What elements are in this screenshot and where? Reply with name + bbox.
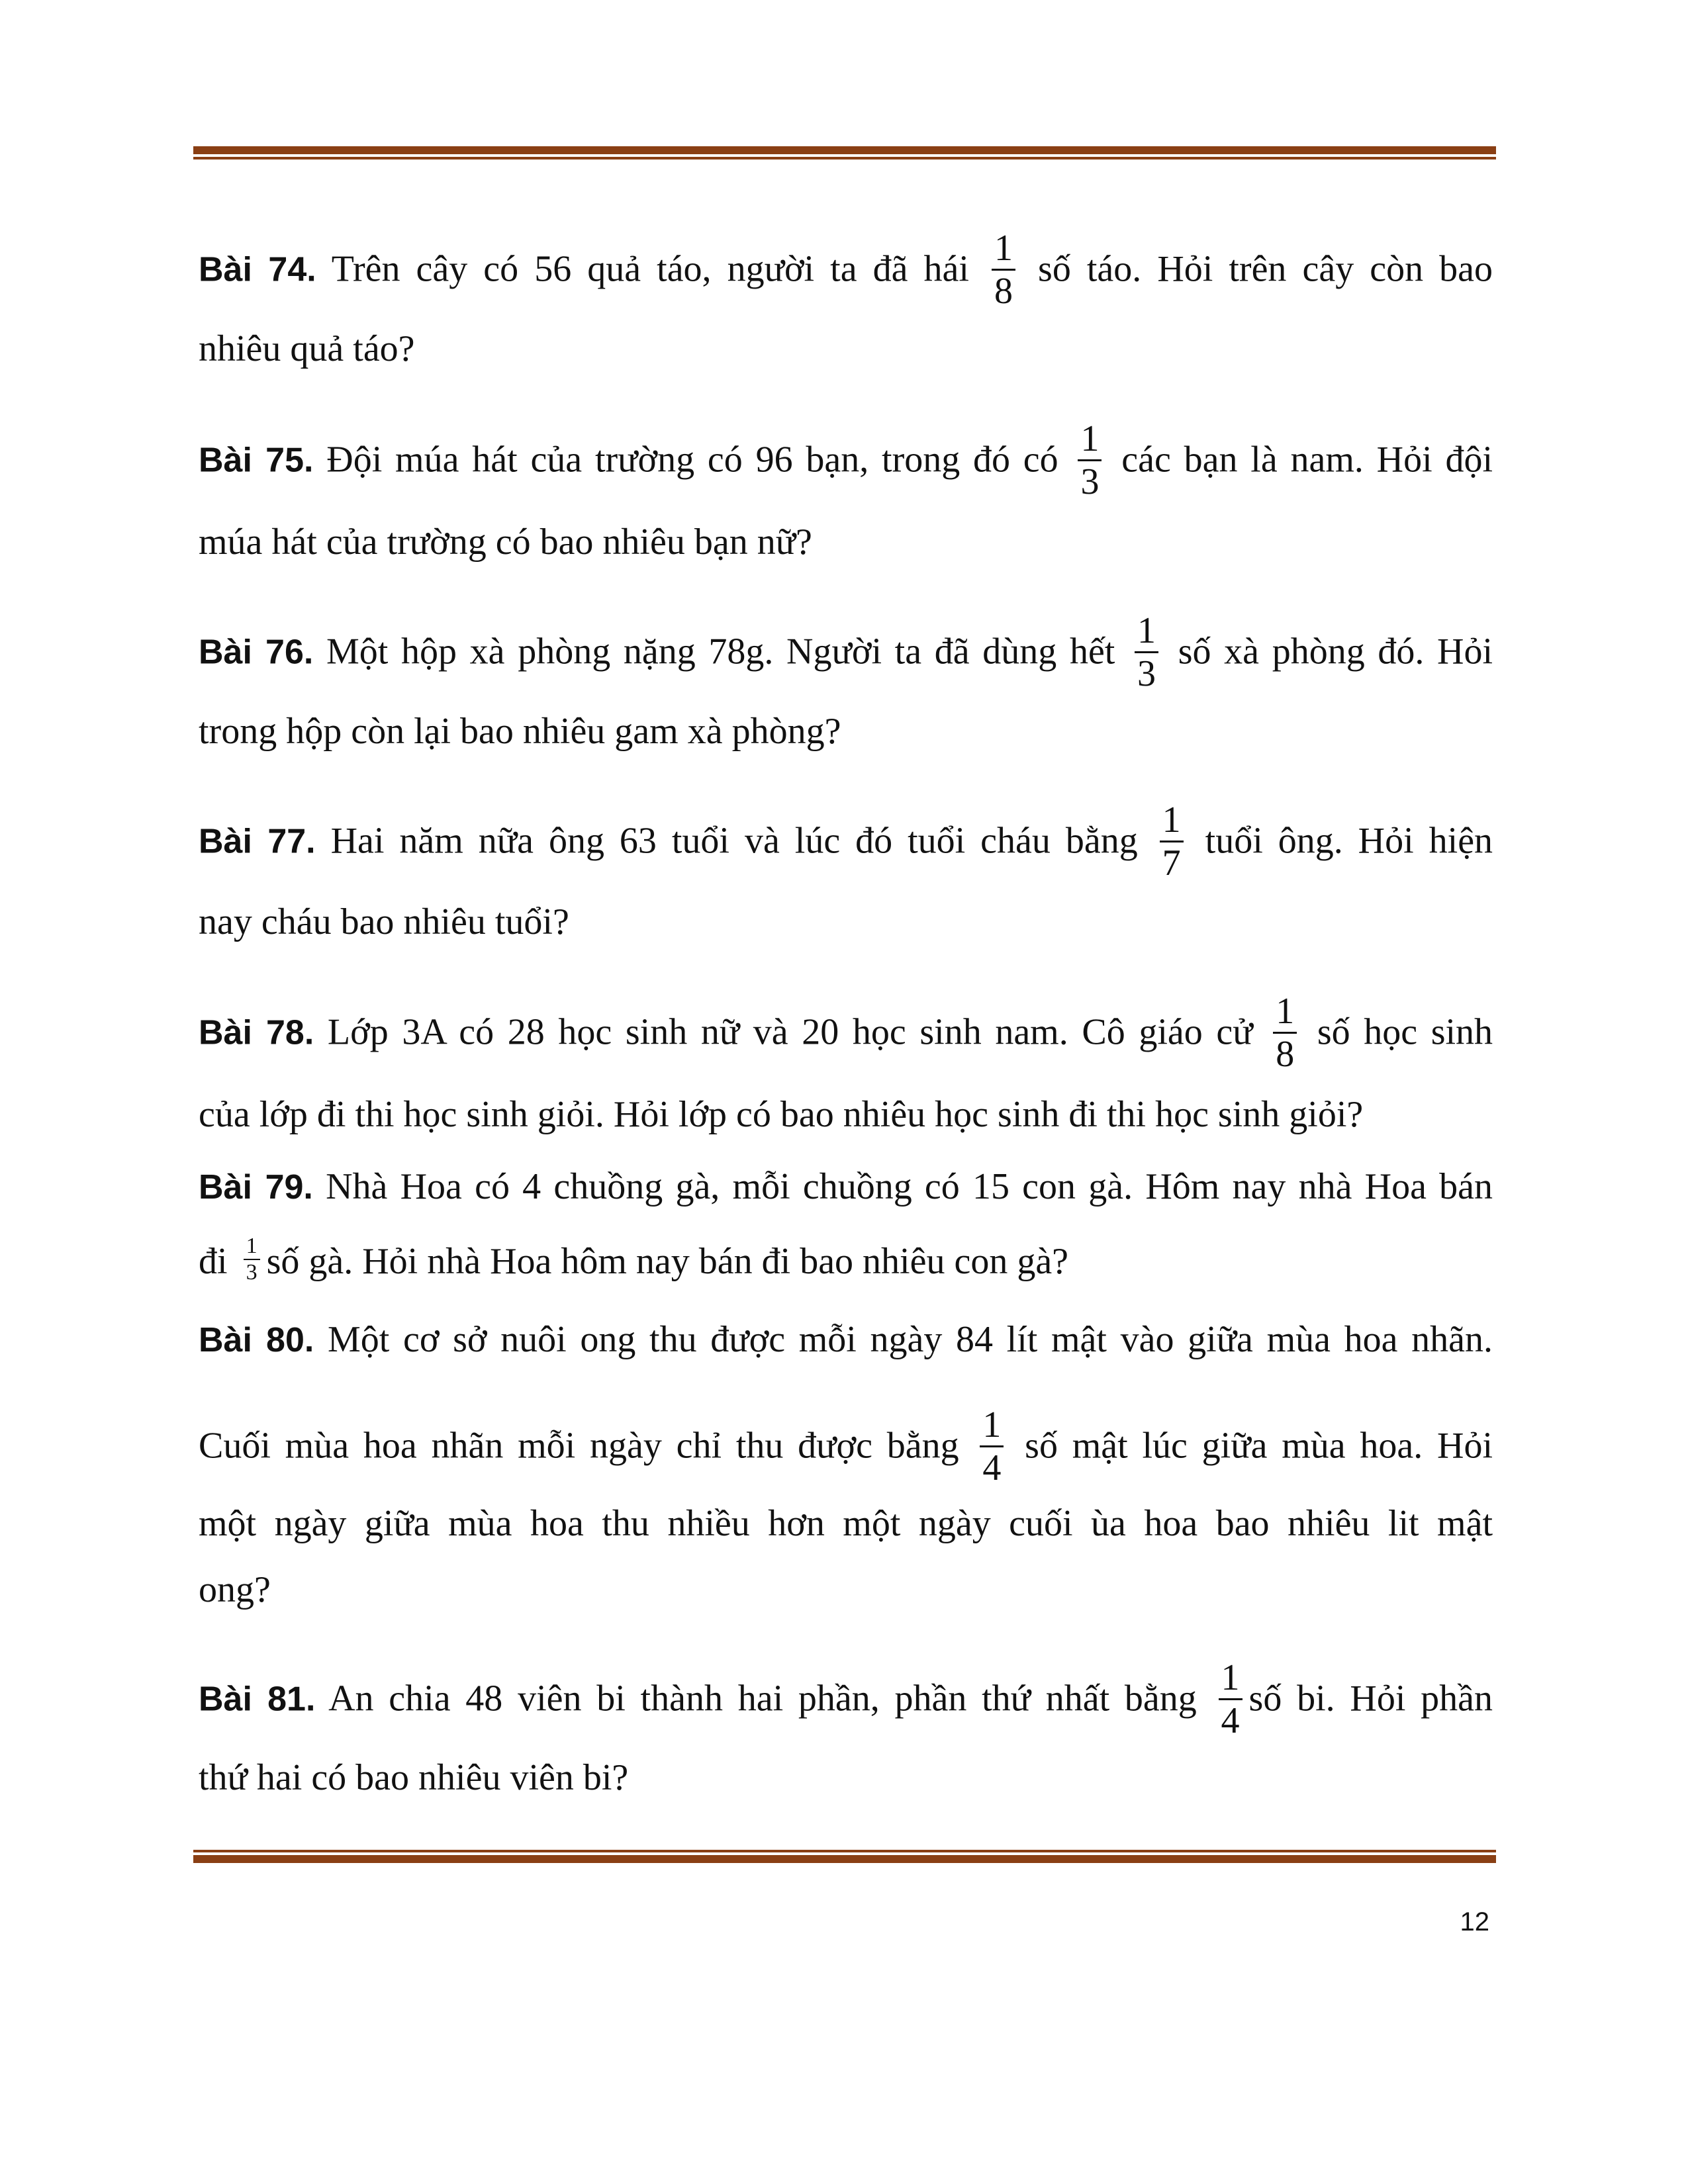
problem-81-text-b: số bi. Hỏi phần [1248, 1678, 1493, 1719]
problem-78-line-1 [199, 993, 1493, 1077]
problem-80-label: Bài 80. [199, 1321, 314, 1359]
problem-75-text-b: các bạn là nam. Hỏi đội [1121, 439, 1493, 480]
problem-80-line-4: ong? [199, 1569, 271, 1610]
problem-78-line-2: của lớp đi thi học sinh giỏi. Hỏi lớp có bao nhiêu học sinh đi thi học sinh giỏi? [199, 1094, 1364, 1135]
header-rule [193, 146, 1496, 159]
problem-79-text-b: đi [199, 1240, 228, 1282]
problem-74-label: Bài 74. [199, 250, 316, 289]
problem-81-line-2: thứ hai có bao nhiêu viên bi? [199, 1757, 629, 1798]
problem-74-line-2: nhiêu quả táo? [199, 328, 415, 369]
problem-79-text-c: số gà. Hỏi nhà Hoa hôm nay bán đi bao nhiêu con gà? [266, 1240, 1069, 1282]
problem-76-label: Bài 76. [199, 633, 314, 672]
problem-81-line-1 [199, 1657, 1493, 1744]
problem-80-text-c: số mật lúc giữa mùa hoa. Hỏi [1025, 1425, 1493, 1467]
problem-74-line-1 [199, 230, 1493, 314]
problem-80-text-b: Cuối mùa hoa nhãn mỗi ngày chỉ thu được bằng [199, 1425, 959, 1467]
problem-75-line-1 [199, 418, 1493, 505]
problem-77-label: Bài 77. [199, 822, 316, 861]
problem-80-line-1 [199, 1318, 1493, 1361]
problem-75-line-2: múa hát của trường có bao nhiêu bạn nữ? [199, 522, 812, 563]
problem-77-line-1 [199, 799, 1493, 886]
problem-77-fraction: $\frac{1}{7}$ [1160, 799, 1184, 884]
problem-76-fraction: $\frac{1}{3}$ [1135, 610, 1158, 694]
problem-80-line-3: một ngày giữa mùa hoa thu nhiều hơn một ngày cuối ùa hoa bao nhiêu lit mật [199, 1503, 1493, 1544]
problem-76-text-b: số xà phòng đó. Hỏi [1178, 631, 1493, 672]
problem-80-text-a: Một cơ sở nuôi ong thu được mỗi ngày 84 lít mật vào giữa mùa hoa nhãn. [327, 1319, 1493, 1360]
problem-81-label: Bài 81. [199, 1680, 316, 1719]
problem-76-line-1 [199, 610, 1493, 697]
problem-78-text-b: số học sinh [1317, 1011, 1493, 1053]
page-number: 12 [1460, 1907, 1489, 1936]
problem-78-fraction: $\frac{1}{8}$ [1273, 991, 1297, 1075]
problem-77-line-2: nay cháu bao nhiêu tuổi? [199, 901, 569, 942]
problem-75-label: Bài 75. [199, 441, 314, 480]
problem-74-fraction: $\frac{1}{8}$ [992, 228, 1015, 312]
problem-78-label: Bài 78. [199, 1013, 314, 1052]
problem-74-text-a: Trên cây có 56 quả táo, người ta đã hái [331, 248, 969, 290]
problem-80-line-2 [199, 1404, 1493, 1491]
problem-76-text-a: Một hộp xà phòng nặng 78g. Người ta đã dùng hết [326, 631, 1115, 672]
problem-80-fraction: $\frac{1}{4}$ [980, 1404, 1004, 1488]
problem-75-fraction: $\frac{1}{3}$ [1078, 418, 1102, 502]
problem-81-text-a: An chia 48 viên bi thành hai phần, phần thứ nhất bằng [328, 1678, 1197, 1719]
problem-79-line-2 [199, 1234, 1493, 1291]
problem-75-text-a: Đội múa hát của trường có 96 bạn, trong đó có [326, 439, 1058, 480]
problem-77-text-b: tuổi ông. Hỏi hiện [1205, 820, 1493, 862]
problem-77-text-a: Hai năm nữa ông 63 tuổi và lúc đó tuổi cháu bằng [330, 820, 1138, 862]
problem-79-label: Bài 79. [199, 1168, 313, 1206]
problem-76-line-2: trong hộp còn lại bao nhiêu gam xà phòng? [199, 711, 841, 752]
problem-79-line-1 [199, 1165, 1493, 1208]
problem-79-fraction: $\frac{1}{3}$ [244, 1234, 260, 1285]
problem-79-text-a: Nhà Hoa có 4 chuồng gà, mỗi chuồng có 15 con gà. Hôm nay nhà Hoa bán [326, 1166, 1493, 1207]
problem-81-fraction: $\frac{1}{4}$ [1219, 1657, 1243, 1741]
problem-74-text-b: số táo. Hỏi trên cây còn bao [1038, 248, 1493, 290]
footer-rule [193, 1850, 1496, 1863]
problem-78-text-a: Lớp 3A có 28 học sinh nữ và 20 học sinh nam. Cô giáo cử [327, 1011, 1253, 1053]
